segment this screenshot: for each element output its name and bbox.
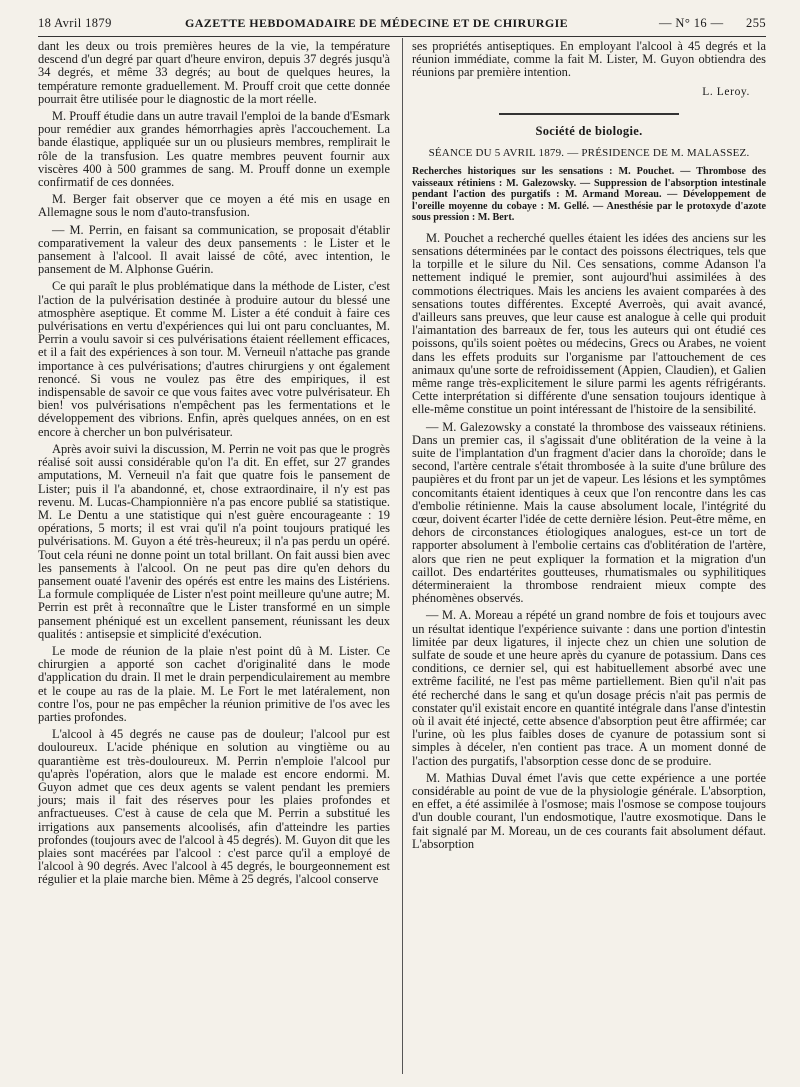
- paragraph: — M. A. Moreau a répété un grand nombre de fois et toujours avec un résultat identique l'expérience suivante : dans une portion d'intestin limitée par deux ligatures, il injecte chez un chien une solution de sulfate de soude et une heure après du cyanure de potassium. Dans ces conditions, ce dernier sel, qui est habituellement absorbé avec une extrême facilité, ne l'est pas même partiellement. Bien qu'il n'ait pas été recherché dans le sang et qu'un dosage précis n'ait pas permis de constater qu'il existait encore en quantité intégrale dans l'anse d'intestin où il avait été injecté, cette absence d'absorption peut être affirmée; car l'urine, où les plus faibles doses de cyanure de potassium sont si simples à déceler, n'en contient pas trace. A un moment donné de l'action des purgatifs, l'absorption cesse donc de se produire.: [412, 608, 766, 768]
- paragraph: — M. Galezowsky a constaté la thrombose des vaisseaux rétiniens. Dans un premier cas, il s'agissait d'une oblitération de la veine à la suite de l'implantation d'un fragment d'acier dans la choroïde; dans le second, l'artère centrale s'était thrombosée à la suite d'une brûlure des paupières et du front par un jet de vapeur. Les lésions et les symptômes concomitants étaient identiques à ceux que l'on rencontre dans les cas d'embolie rétinienne. Mais la cause absolument locale, l'intégrité du cœur, doivent écarter l'idée de cette dernière lésion. Peut-être même, en dehors de circonstances étiologiques analogues, est-ce un tort de rapporter absolument à l'embolie certains cas d'oblitération de l'artère, alors que rien ne peut expliquer la formation et la migration d'un caillot. Des endartérites goutteuses, rhumatismales ou syphilitiques détermineraient la thrombose rendraient mieux compte des phénomènes observés.: [412, 419, 766, 606]
- paragraph: Ce qui paraît le plus problématique dans la méthode de Lister, c'est l'action de la pulvérisation destinée à produire autour du blessé une atmosphère aseptique. Et comme M. Lister a été conduit à faire ces pulvérisations en vertu d'expériences qui lui ont paru concluantes, M. Perrin a voulu savoir si ces pulvérisations étaient réellement efficaces, et il a fait des expériences à son tour. M. Verneuil n'attache pas grande importance à ces pulvérisations; d'autres chirurgiens y ont également renoncé. Si vous ne voulez pas être des empiriques, il est indispensable de savoir ce que vous faites avec votre pulvérisateur. Eh bien! vos pulvérisations n'empêchent pas les fermentations et le développement des vibrions. Enfin, après quelques années, on en est encore à chercher un bon pulvérisateur.: [38, 279, 390, 439]
- header-date: 18 Avril 1879: [38, 16, 112, 30]
- paragraph: M. Prouff étudie dans un autre travail l'emploi de la bande d'Esmark pour remédier aux grandes hémorrhagies après l'accouchement. La bande élastique, appliquée sur un ou plusieurs membres, remplirait le rôle de la transfusion. Les quatre membres peuvent fournir aux viscères 400 à 500 grammes de sang. M. Prouff donne un exemple confirmatif de ces données.: [38, 109, 391, 190]
- session-summary: Recherches historiques sur les sensations : M. Pouchet. — Thrombose des vaisseaux rétiniens : M. Galezowsky. — Suppression de l'absorption intestinale pendant l'action des purgatifs : M. Armand Moreau. — Développement de l'oreille moyenne du cobaye : M. Gellé. — Anesthésie par le protoxyde d'azote sous pression : M. Bert.: [412, 166, 766, 224]
- left-column: [38, 40, 390, 891]
- paragraph: Le mode de réunion de la plaie n'est point dû à M. Lister. Ce chirurgien a apporté son cachet d'originalité dans le mode d'application du drain. Il met le drain perpendiculairement au membre et le coupe au ras de la plaie. M. Le Fort le met latéralement, non contre l'os, pour ne pas empêcher la réunion primitive de l'os avec les parties profondes.: [38, 643, 390, 724]
- header-rule: [38, 36, 766, 37]
- paragraph: M. Berger fait observer que ce moyen a été mis en usage en Allemagne sous le nom d'auto-transfusion.: [38, 192, 390, 220]
- right-column: [412, 40, 766, 855]
- author-signature: L. Leroy.: [702, 85, 750, 98]
- paragraph: dant les deux ou trois premières heures de la vie, la température descend d'un degré par quart d'heure environ, depuis 37 degrés jusqu'à 34 degrés, et même 33 degrés; au bout de quelques heures, la température remonte graduellement. M. Prouff croit que cette donnée pourrait être utilisée pour le diagnostic de la mort réelle.: [38, 39, 390, 106]
- issue-number: — N° 16 —: [659, 16, 724, 30]
- paragraph: M. Pouchet a recherché quelles étaient les idées des anciens sur les sensations déterminées par le contact des poissons électriques, tels que la torpille et le silure du Nil. Ces sensations, comme Adanson l'a nettement indiqué le premier, sont aujourd'hui assimilées à des commotions électriques. Mais les anciens les avaient comparées à des sensations toutes différentes. Excepté Averroès, qui avait avancé, d'ailleurs sans preuves, que leur cause est analogue à celle qui produit l'aimantation des barreaux de fer, tous les auteurs qui ont étudié ces poissons, qu'ils soient poètes ou médecins, Grecs ou Arabes, ne voient dans les effets produits sur l'organisme par l'attouchement de ces animaux qu'une sorte de refroidissement (Appien, Claudien), et Galien même range très-explicitement le silure parmi les agents réfrigérants. Cette interprétation si différente d'une sensation toujours identique à elle-même constitue un point intéressant de l'histoire de la sensibilité.: [412, 230, 766, 417]
- paragraph: ses propriétés antiseptiques. En employant l'alcool à 45 degrés et la réunion immédiate, comme la fait M. Lister, M. Guyon obtiendra des réunions par première intention.: [412, 39, 766, 80]
- column-divider: [402, 38, 403, 1074]
- paragraph: M. Mathias Duval émet l'avis que cette expérience a une portée considérable au point de vue de la physiologie générale. L'absorption, en effet, a été assimilée à l'osmose; mais l'osmose se compose toujours d'un double courant, l'un endosmotique, l'autre exosmotique. Dans le fait signalé par M. Moreau, un de ces courants fait absolument défaut. L'absorption: [412, 770, 766, 851]
- session-line: SÉANCE DU 5 AVRIL 1879. — PRÉSIDENCE DE M. MALASSEZ.: [428, 147, 750, 160]
- section-divider: [499, 113, 679, 115]
- section-title: Société de biologie.: [535, 123, 643, 138]
- journal-title: GAZETTE HEBDOMADAIRE DE MÉDECINE ET DE CHIRURGIE: [185, 16, 569, 30]
- paragraph: — M. Perrin, en faisant sa communication, se proposait d'établir comparativement la valeur des deux pansements : le Lister et le pansement à l'alcool. Il avait laissé de côté, avec intention, le pansement de M. Alphonse Guérin.: [38, 222, 390, 277]
- paragraph: L'alcool à 45 degrés ne cause pas de douleur; l'alcool pur est douloureux. L'acide phénique en solution au vingtième ou au quarantième est très-douloureux. M. Perrin n'emploie l'alcool pur qu'après l'opération, alors que le malade est encore endormi. M. Guyon admet que ces deux agents se valent pendant les premiers jours; mais il fait des réserves pour les plaies profondes et anfractueuses. C'est à cause de cela que M. Perrin a substitué les irrigations aux pansements alcoolisés, afin d'atteindre les parties profondes (toujours avec de l'alcool à 45 degrés). M. Guyon dit que les plaies sont macérées par l'alcool : c'est parce qu'il a employé de l'alcool à 90 degrés. Avec l'alcool à 45 degrés, le bourgeonnement est régulier et la plaie marche bien. Même à 25 degrés, l'alcool conserve: [38, 727, 390, 887]
- running-header: [38, 12, 766, 34]
- page-number: 255: [746, 16, 766, 30]
- paragraph: Après avoir suivi la discussion, M. Perrin ne voit pas que le progrès réalisé soit aussi considérable qu'on l'a dit. En effet, sur 27 grandes amputations, M. Verneuil n'a fait que quatre fois le pansement de Lister; puis il l'a abandonné, et, chose extraordinaire, il n'y est pas revenu. M. Lucas-Championnière n'a pas encore publié sa statistique. M. Le Dentu a une statistique qui n'est guère encourageante : 19 opérations, 5 morts; il est vrai qu'il n'a point toujours pratiqué les pulvérisations. M. Guyon a été très-heureux; il n'a pas perdu un opéré. Tout cela réuni ne donne point un total brillant. On fait aussi bien avec les pansements à l'alcool. On ne peut pas dire qu'en dehors du pansement ouaté l'avenir des opérés est entre les mains des Listériens. La formule compliquée de Lister n'est point meilleure qu'une autre; M. Perrin est prêt à reconnaître que le Lister transformé en un simple pansement phéniqué est un excellent pansement, réunissant les deux qualités : antisepsie et simplicité d'exécution.: [38, 441, 390, 641]
